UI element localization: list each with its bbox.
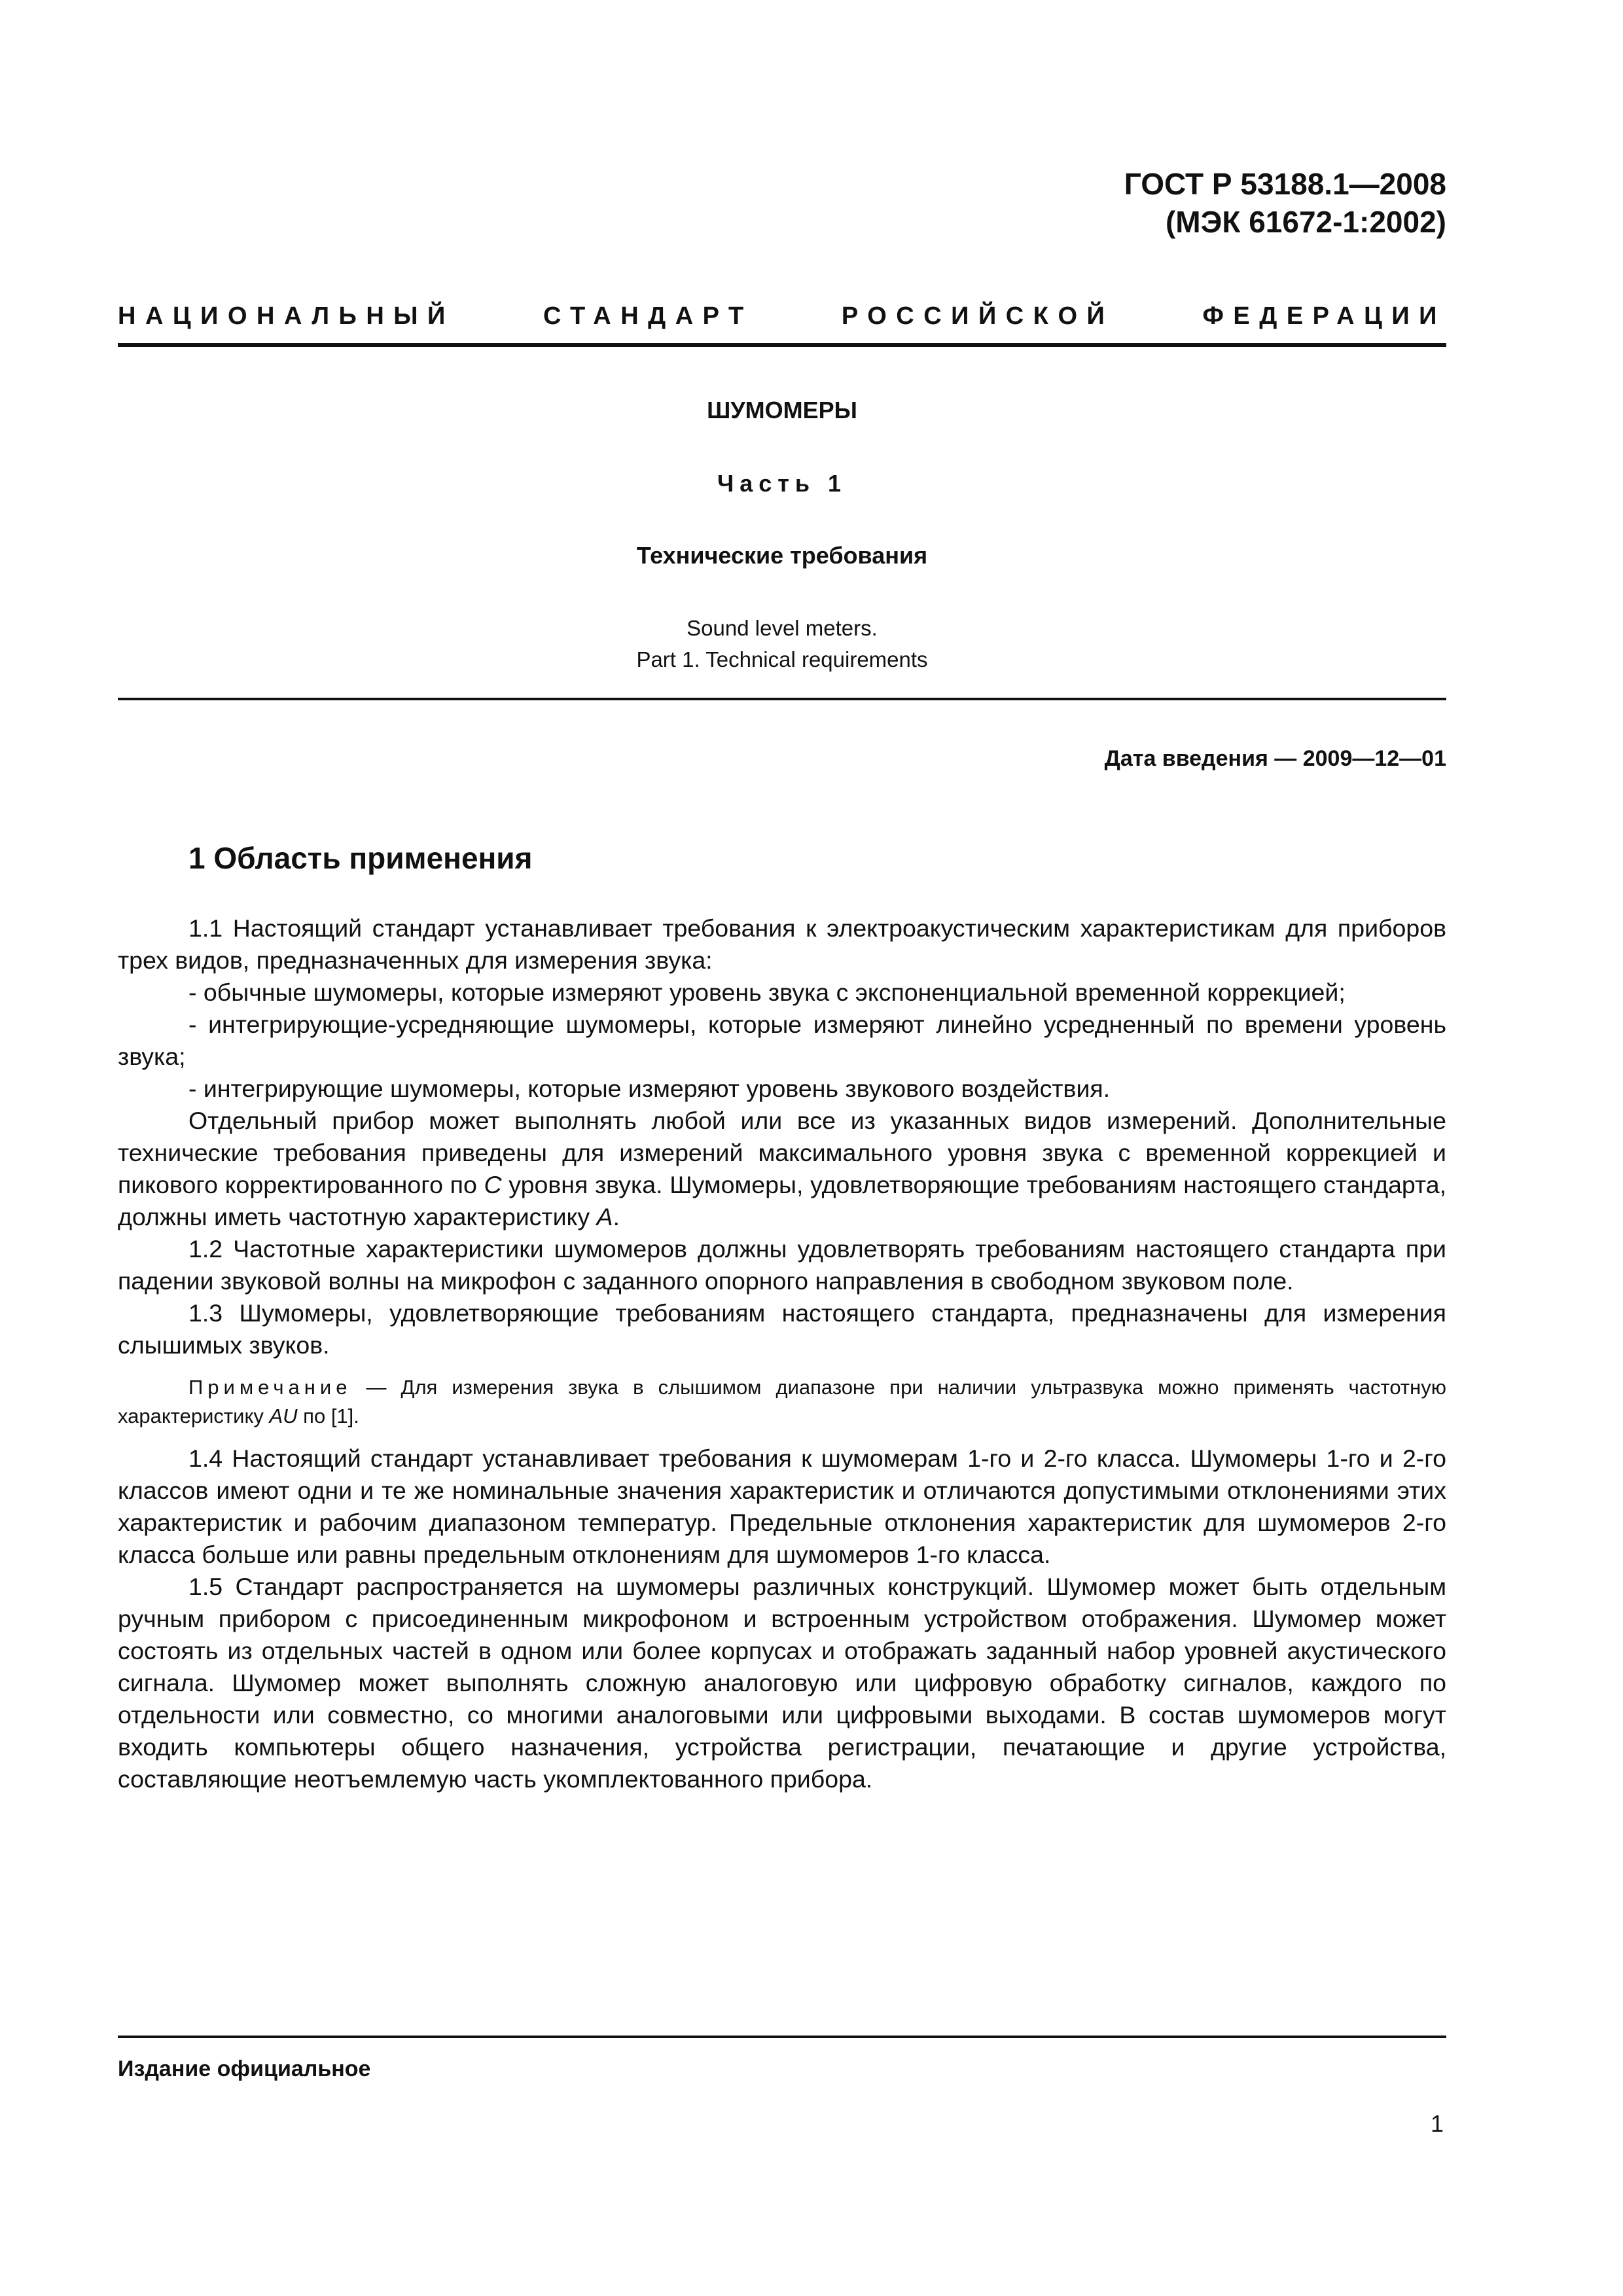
national-title-word: НАЦИОНАЛЬНЫЙ [118, 302, 455, 330]
paragraph: 1.2 Частотные характеристики шумомеров должны удовлетворять требованиям настоящего стандарта при падении звуковой волны на микрофон с заданного опорного направления в свободном звуковом поле. [118, 1235, 1446, 1295]
document-page [118, 0, 1446, 2296]
section-body [118, 912, 1446, 1795]
italic-symbol: C [484, 1171, 502, 1198]
section-heading: 1 Область применения [188, 841, 533, 875]
doc-number: ГОСТ Р 53188.1—2008 [1124, 167, 1446, 201]
note-label: Примечание [188, 1376, 352, 1399]
italic-symbol: AU [269, 1405, 298, 1427]
paragraph: 1.3 Шумомеры, удовлетворяющие требованиям настоящего стандарта, предназначены для измерения слышимых звуков. [118, 1299, 1446, 1359]
document-identifier [1124, 165, 1446, 241]
paragraph: 1.5 Стандарт распространяется на шумомеры различных конструкций. Шумомер может быть отдельным ручным прибором с присоединенным микрофоном и встроенным устройством отображения. Шумомер может состоять из отдельных частей в одном или более корпусах и отображать заданный набор уровней акустического сигнала. Шумомер может выполнять сложную аналоговую или цифровую обработку сигналов, каждого по отдельности или совместно, со многими аналоговыми или цифровыми выходами. В состав шумомеров могут входить компьютеры общего назначения, устройства регистрации, печатающие и другие устройства, составляющие неотъемлемую часть укомплектованного прибора. [118, 1573, 1446, 1793]
paragraph: 1.1 Настоящий стандарт устанавливает требования к электроакустическим характеристикам для приборов трех видов, предназначенных для измерения звука: [118, 914, 1446, 974]
note [118, 1373, 1446, 1431]
national-standard-title [118, 302, 1446, 331]
text-run: по [1]. [297, 1405, 359, 1427]
document-part: Часть 1 [717, 470, 847, 497]
page-number: 1 [1430, 2110, 1444, 2137]
official-edition: Издание официальное [118, 2056, 371, 2081]
paragraph: 1.4 Настоящий стандарт устанавливает требования к шумомерам 1-го и 2-го класса. Шумомеры 1-го и 2-го классов имеют одни и те же номинальные значения характеристик и отличаются допустимыми отклонениями этих характеристик и рабочим диапазоном температур. Предельные отклонения характеристик для шумомеров 2-го класса больше или равны предельным отклонениям для шумомеров 1-го класса. [118, 1444, 1446, 1568]
english-title [118, 613, 1446, 675]
list-item: - интегрирующие шумомеры, которые измеряют уровень звукового воздействия. [188, 1075, 1111, 1102]
document-title: ШУМОМЕРЫ [707, 397, 857, 423]
italic-symbol: A [596, 1203, 613, 1230]
list-item: - обычные шумомеры, которые измеряют уровень звука с экспоненциальной временной коррекцией; [188, 978, 1346, 1006]
footer-divider [118, 2036, 1446, 2038]
text-run: Отдельный прибор может выполнять любой или все из указанных видов измерений. Дополнительные технические требования приведены для измерений максимального уровня звука с временной коррекцией и пикового корректированного по [118, 1107, 1446, 1198]
english-title-line: Part 1. Technical requirements [636, 647, 928, 672]
introduction-date: Дата введения — 2009—12—01 [1104, 746, 1446, 771]
title-divider [118, 698, 1446, 700]
national-title-word: ФЕДЕРАЦИИ [1202, 302, 1446, 330]
list-item: - интегрирующие-усредняющие шумомеры, которые измеряют линейно усредненный по времени уровень звука; [118, 1011, 1446, 1070]
text-run: уровня звука. Шумомеры, удовлетворяющие требованиям настоящего стандарта, должны иметь частотную характеристику [118, 1171, 1446, 1230]
text-run: . [613, 1203, 620, 1230]
header-divider [118, 343, 1446, 347]
document-subtitle: Технические требования [636, 542, 928, 569]
text-run: — Для измерения звука в слышимом диапазоне при наличии ультразвука можно применять частотную характеристику [118, 1376, 1446, 1427]
national-title-word: РОССИЙСКОЙ [841, 302, 1115, 330]
english-title-line: Sound level meters. [687, 616, 878, 640]
iec-number: (МЭК 61672-1:2002) [1165, 205, 1446, 239]
paragraph [118, 1105, 1446, 1233]
national-title-word: СТАНДАРТ [543, 302, 753, 330]
